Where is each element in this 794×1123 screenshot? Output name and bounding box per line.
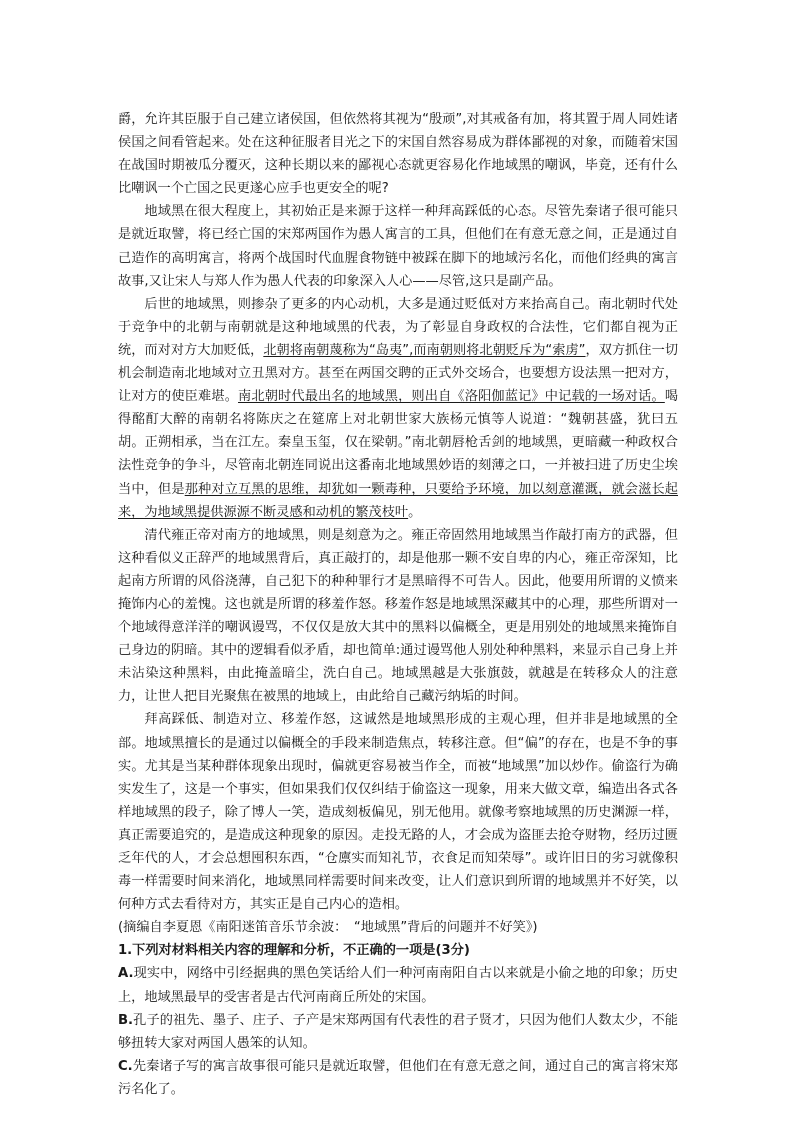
article-paragraph — [118, 708, 678, 916]
question-option — [118, 1009, 678, 1055]
text-segment: 地域黑在很大程度上，其初始正是来源于这样一种拜高踩低的心态。尽管先秦诸子很可能只是就近取譬，将已经亡国的宋郑两国作为愚人寓言的工具，但他们在有意无意之间，正是通过自己造作的高明寓言，将两个战国时代血腥食物链中被踩在脚下的地域污名化，而他们经典的寓言故事,又让宋人与郑人作为愚人代表的印象深入人心——尽管,这只是副产品。 — [118, 204, 678, 289]
article-paragraph — [118, 108, 678, 200]
article-paragraph — [118, 293, 678, 524]
option-label: C. — [118, 1058, 133, 1074]
text-segment: 后世的地域黑，则掺杂了更多的内心动机，大多是通过贬低对方来抬高自己。南北朝时代处于竞争中的北朝与南朝就是这种地域黑的代表，为了彰显自身政权的合法性，它们都自视为正统，而对对方大加贬低， — [118, 296, 678, 358]
source-citation — [118, 916, 678, 939]
article-body — [118, 108, 678, 1101]
underlined-sentence: 北朝将南朝蔑称为“岛夷”,而南朝则将北朝贬斥为“索虏” — [263, 342, 586, 358]
text-segment: 喝得酩酊大醉的南朝名将陈庆之在筵席上对北朝世家大族杨元慎等人说道：“魏朝甚盛，犹曰五胡。正朔相承，当在江左。秦皇玉玺，仅在梁朝。”南北朝唇枪舌剑的地域黑，更暗藏一种政权合法性竞争的争斗，尽管南北朝连同说出这番南北地域黑妙语的刻薄之口，一并被扫进了历史尘埃当中，但是 — [118, 389, 678, 497]
question-title: 1.下列对材料相关内容的理解和分析，不正确的一项是(3分) — [118, 943, 470, 959]
option-text: 先秦诸子写的寓言故事很可能只是就近取譬，但他们在有意无意之间，通过自己的寓言将宋郑污名化了。 — [118, 1058, 678, 1097]
text-segment: 爵，允许其臣服于自己建立诸侯国，但依然将其视为“殷顽”,对其戒备有加，将其置于周人同姓诸侯国之间看管起来。处在这种征服者目光之下的宋国自然容易成为群体鄙视的对象，而随着宋国在战国时期被瓜分覆灭，这种长期以来的鄙视心态就更容易化作地域黑的嘲讽，毕竟，还有什么比嘲讽一个亡国之民更遂心应手也更安全的呢? — [118, 112, 678, 197]
underlined-sentence: 那种对立互黑的思维，却犹如一颗毒种，只要给予环境，加以刻意灌溉，就会滋长起来，为地域黑提供源源不断灵感和动机的繁茂枝叶 — [118, 481, 678, 520]
underlined-sentence: 南北朝时代最出名的地域黑，则出自《洛阳伽蓝记》中记载的一场对话。 — [238, 389, 665, 405]
option-label: A. — [118, 966, 134, 982]
option-label: B. — [118, 1012, 134, 1028]
option-text: 现实中，网络中引经据典的黑色笑话给人们一种河南南阳自古以来就是小偷之地的印象；历史上，地域黑最早的受害者是古代河南商丘所处的宋国。 — [118, 966, 678, 1005]
text-segment: 清代雍正帝对南方的地域黑，则是刻意为之。雍正帝固然用地域黑当作敲打南方的武器，但这种看似义正辞严的地域黑背后，真正敲打的，却是他那一颗不安自卑的内心，雍正帝深知，比起南方所谓的风俗浇薄，自己犯下的种种罪行才是黑暗得不可告人。因此，他要用所谓的义愤来掩饰内心的羞愧。这也就是所谓的移羞作怒。移羞作怒是地域黑深藏其中的心理，那些所谓对一个地域得意洋洋的嘲讽谩骂，不仅仅是放大其中的黑料以偏概全，更是用别处的地域黑来掩饰自己身边的阴暗。其中的逻辑看似矛盾，却也简单:通过谩骂他人别处种种黑料，来显示自己身上并未沾染这种黑料，由此掩盖暗尘，洗白自己。地域黑越是大张旗鼓，就越是在转移众人的注意力，让世人把目光聚焦在被黑的地域上，由此给自己藏污纳垢的时间。 — [118, 527, 678, 705]
text-segment: (摘编自李夏恩《南阳迷笛音乐节余波： “地域黑”背后的问题并不好笑》) — [118, 920, 538, 936]
text-segment: 。 — [408, 504, 422, 520]
article-paragraph — [118, 524, 678, 709]
question-option — [118, 962, 678, 1008]
article-paragraph — [118, 200, 678, 292]
text-segment: ，双方抓住一切机会制造南北地域对立丑黑对方。甚至在两国交聘的正式外交场合，也要想方设法黑一把对方，让对方的使臣难堪。 — [118, 342, 679, 405]
question-option — [118, 1055, 678, 1101]
text-segment: 拜高踩低、制造对立、移羞作怒，这诚然是地域黑形成的主观心理，但并非是地域黑的全部。地域黑擅长的是通过以偏概全的手段来制造焦点，转移注意。但“偏”的存在，也是不争的事实。尤其是当某种群体现象出现时，偏就更容易被当作全，而被“地域黑”加以炒作。偷盗行为确实发生了，这是一个事实，但如果我们仅仅纠结于偷盗这一现象，用来大做文章，编造出各式各样地域黑的段子，除了博人一笑，造成刻板偏见，别无他用。就像考察地域黑的历史渊源一样，真正需要追究的，是造成这种现象的原因。走投无路的人，才会成为盗匪去抢夺财物，经历过匮乏年代的人，才会总想囤积东西，“仓廪实而知礼节，衣食足而知荣辱”。或许旧日的劣习就像积毒一样需要时间来消化，地域黑同样需要时间来改变，让人们意识到所谓的地域黑并不好笑，以何种方式去看待对方，其实正是自己内心的造相。 — [118, 712, 678, 913]
option-text: 孔子的祖先、墨子、庄子、子产是宋郑两国有代表性的君子贤才，只因为他们人数太少，不能够扭转大家对两国人愚笨的认知。 — [118, 1012, 678, 1051]
